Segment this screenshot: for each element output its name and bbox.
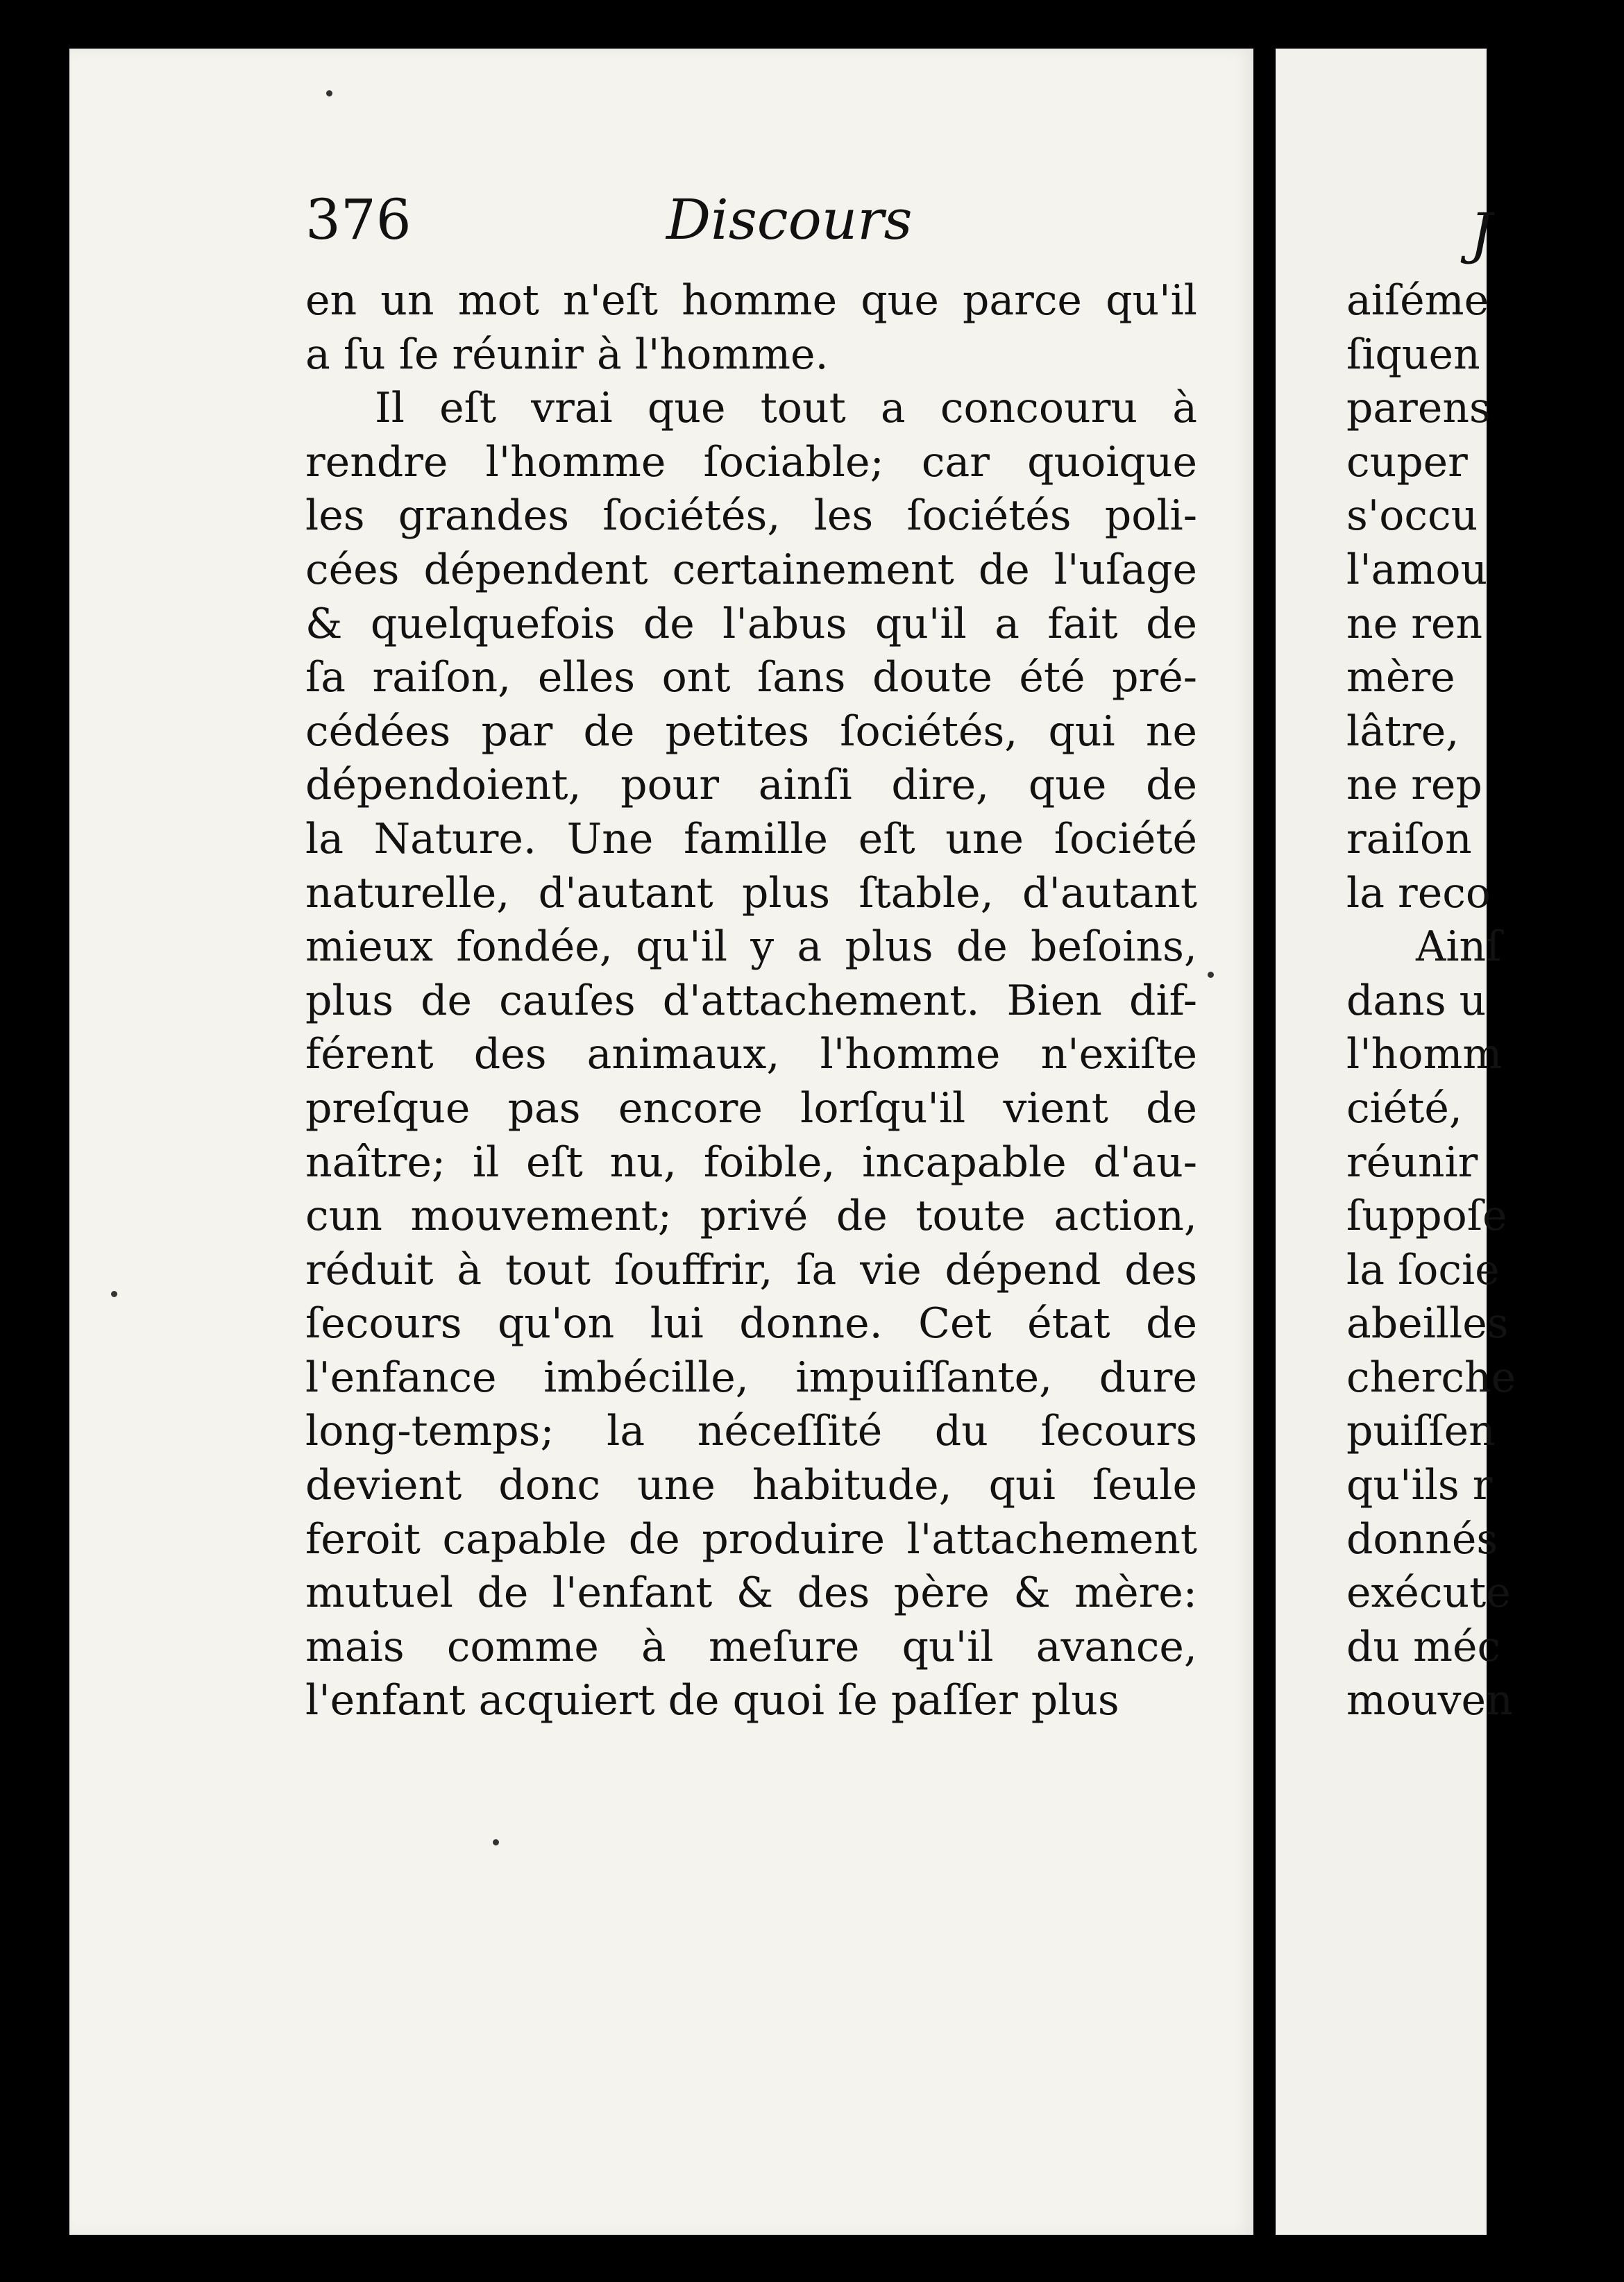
text-line: l'enfant acquiert de quoi ſe paſſer plus (305, 1676, 1119, 1725)
text-line: & quelquefois de l'abus qu'il a fait de (305, 599, 1197, 648)
text-line-fragment: l'amou (1346, 545, 1488, 594)
text-line-fragment: dans u (1346, 976, 1487, 1025)
text-line-fragment: lâtre, (1346, 707, 1460, 756)
text-line-fragment: mouven (1346, 1676, 1513, 1725)
page-header (305, 187, 1208, 264)
page-number: 376 (305, 187, 412, 252)
text-line: long-temps; la néceſſité du ſecours (305, 1407, 1197, 1456)
text-line: devient donc une habitude, qui ſeule (305, 1461, 1197, 1510)
text-line-fragment: ne ren (1346, 599, 1483, 648)
text-line: en un mot n'eſt homme que parce qu'il (305, 276, 1197, 325)
text-line: plus de cauſes d'attachement. Bien dif- (305, 976, 1197, 1025)
text-line: les grandes ſociétés, les ſociétés poli- (305, 491, 1197, 541)
text-line-fragment: mère (1346, 653, 1455, 702)
running-title: Discours (666, 187, 913, 252)
text-line-fragment: la reco (1346, 868, 1491, 918)
text-line-fragment: l'homm (1346, 1030, 1503, 1079)
text-line: la Nature. Une famille eſt une ſociété (305, 814, 1197, 863)
text-line-fragment: ne rep (1346, 761, 1482, 810)
right-page-body (1346, 274, 1624, 1728)
text-line: ſecours qu'on lui donne. Cet état de (305, 1299, 1197, 1349)
text-line-fragment: cherche (1346, 1353, 1516, 1402)
text-line: mais comme à meſure qu'il avance, (305, 1622, 1197, 1671)
text-line: naître; il eſt nu, foible, incapable d'au- (305, 1138, 1197, 1187)
text-line: Il eſt vrai que tout a concouru à (375, 384, 1197, 433)
text-line: réduit à tout ſouffrir, ſa vie dépend des (305, 1245, 1197, 1294)
text-line-fragment: abeilles (1346, 1299, 1509, 1349)
text-line: mutuel de l'enfant & des père & mère: (305, 1569, 1197, 1618)
text-line: l'enfance imbécille, impuiſſante, dure (305, 1353, 1197, 1402)
text-line: preſque pas encore lorſqu'il vient de (305, 1083, 1197, 1133)
text-line: cun mouvement; privé de toute action, (305, 1192, 1197, 1241)
text-line: ſa raiſon, elles ont ſans doute été pré- (305, 653, 1197, 702)
text-line: feroit capable de produire l'attachement (305, 1514, 1197, 1564)
text-line-fragment: donnés (1346, 1514, 1498, 1564)
right-page-header: J (1470, 201, 1493, 266)
text-line-fragment: ciété, (1346, 1083, 1462, 1133)
text-line: mieux fondée, qu'il y a plus de beſoins, (305, 922, 1197, 972)
text-line-fragment: ſuppoſe (1346, 1192, 1507, 1241)
text-line: dépendoient, pour ainſi dire, que de (305, 761, 1197, 810)
text-line-fragment: parens (1346, 384, 1491, 433)
text-line-fragment: cuper (1346, 437, 1468, 487)
text-line-fragment: ſiquen (1346, 330, 1480, 379)
text-line-fragment: qu'ils r (1346, 1461, 1493, 1510)
text-line: rendre l'homme ſociable; car quoique (305, 437, 1197, 487)
text-line: cées dépendent certainement de l'uſage (305, 545, 1197, 594)
text-line-fragment: s'occu (1346, 491, 1478, 541)
text-line-fragment: aiſéme (1346, 276, 1489, 325)
text-line-fragment: la ſocie (1346, 1245, 1500, 1294)
text-line: naturelle, d'autant plus ſtable, d'autant (305, 868, 1197, 918)
text-line: a ſu ſe réunir à l'homme. (305, 330, 829, 379)
text-line-fragment: réunir (1346, 1138, 1478, 1187)
text-line-fragment: exécute (1346, 1569, 1511, 1618)
text-line: férent des animaux, l'homme n'exiſte (305, 1030, 1197, 1079)
text-line-fragment: Ainſ (1416, 922, 1502, 972)
text-line: cédées par de petites ſociétés, qui ne (305, 707, 1197, 756)
text-line-fragment: raiſon (1346, 814, 1472, 863)
text-line-fragment: du méc (1346, 1622, 1501, 1671)
text-line-fragment: puiſſen (1346, 1407, 1496, 1456)
left-page-body (305, 274, 1197, 1728)
